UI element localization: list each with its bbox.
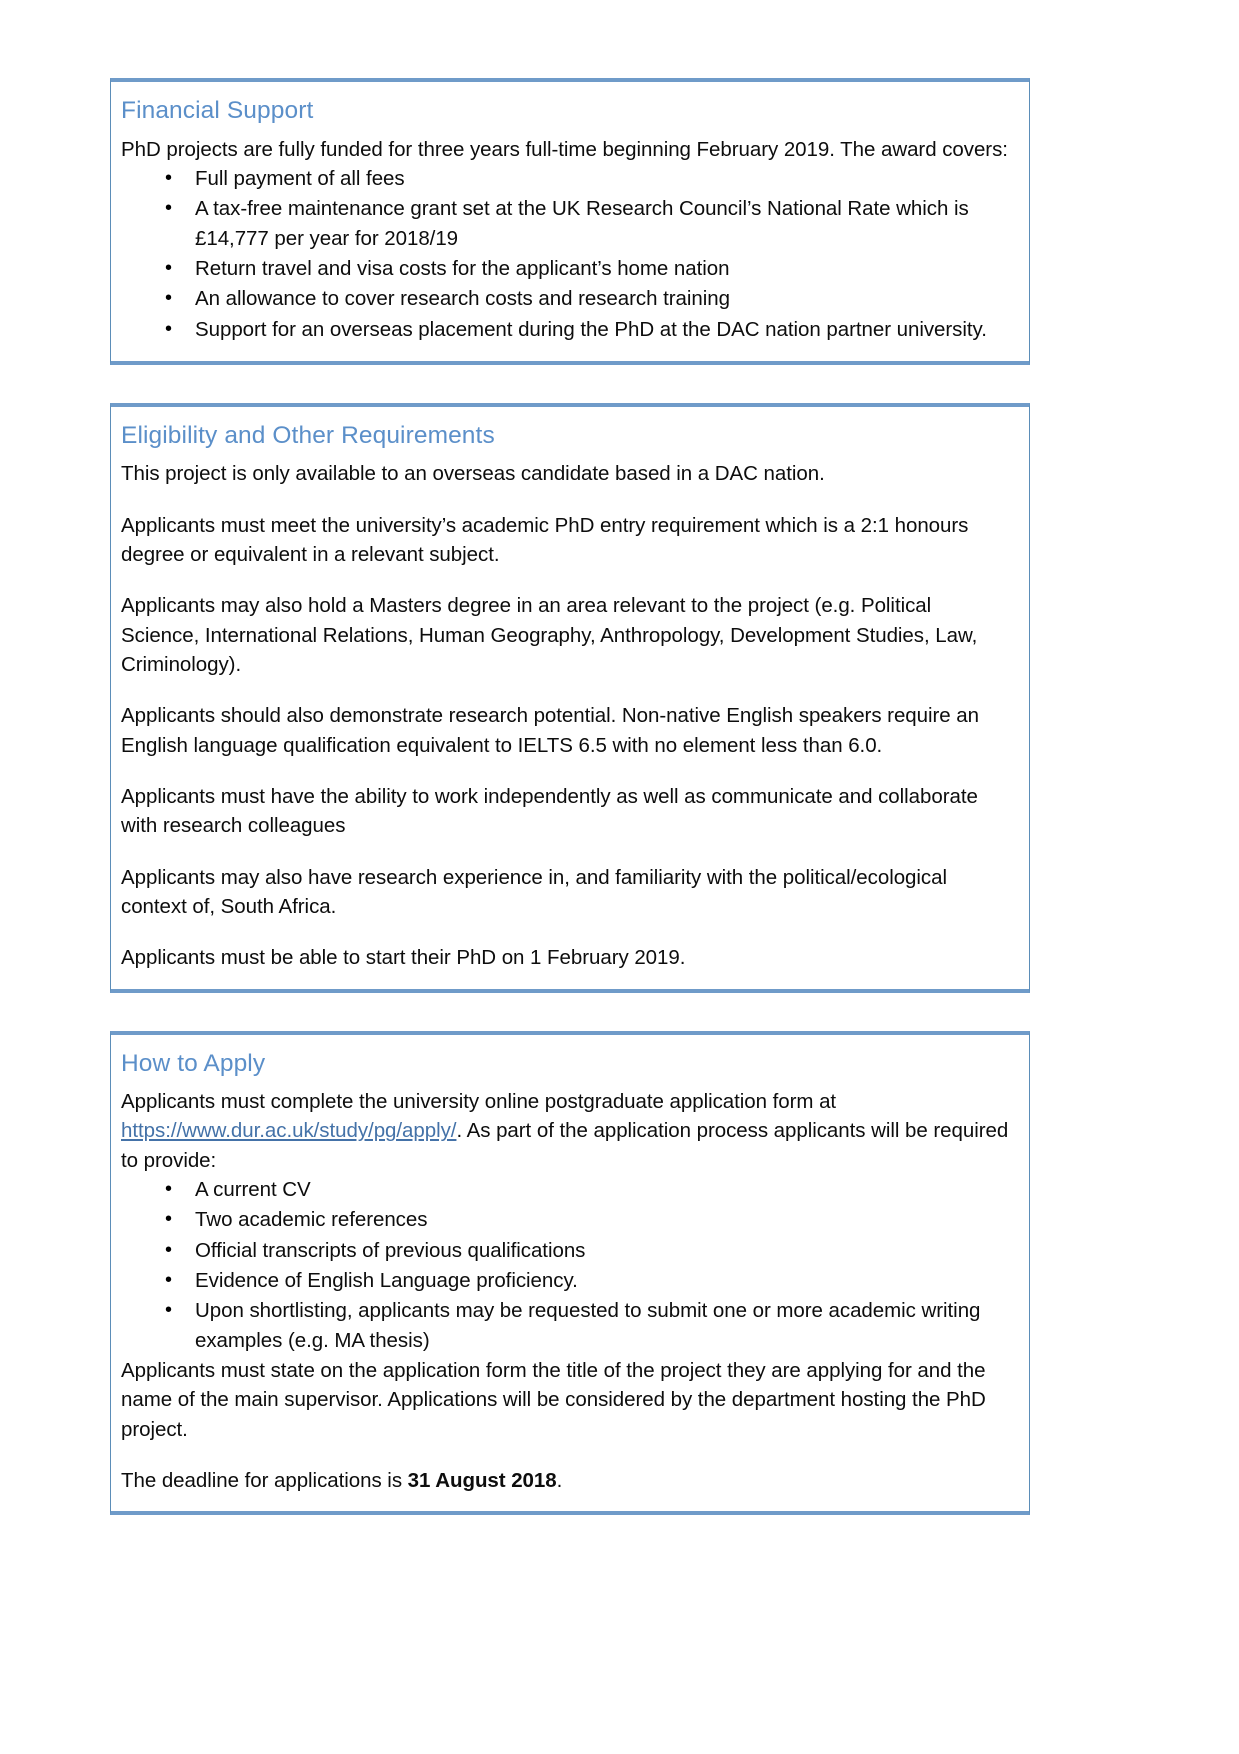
list-item (121, 315, 1011, 344)
financial-support-intro: PhD projects are fully funded for three years full-time beginning February 2019. The award covers: (121, 137, 1008, 161)
bullet-point-icon: • (165, 1238, 172, 1261)
bullet-point-icon: • (165, 317, 172, 340)
how-to-apply-closing-paragraph: Applicants must state on the application form the title of the project they are applying for and the name of the main supervisor. Applications will be considered by the department hosting the PhD project. (121, 1358, 986, 1441)
bullet-point-icon: • (165, 1178, 172, 1201)
deadline-date: 31 August 2018 (407, 1468, 557, 1492)
bullet-point-icon: • (165, 166, 172, 189)
deadline-prefix-label: The deadline for applications is (121, 1468, 408, 1492)
bullet-point-icon: • (165, 1299, 172, 1322)
list-item-label: Support for an overseas placement during the PhD at the DAC nation partner university. (195, 317, 987, 341)
eligibility-paragraph-7: Applicants must be able to start their PhD on 1 February 2019. (121, 946, 686, 970)
eligibility-paragraph-6: Applicants may also have research experience in, and familiarity with the political/ecological context of, South Africa. (121, 865, 947, 918)
section-heading-eligibility: Eligibility and Other Requirements (121, 421, 495, 449)
section-financial-support (110, 78, 1030, 365)
list-item (121, 1236, 1011, 1265)
application-form-link[interactable]: https://www.dur.ac.uk/study/pg/apply/ (121, 1119, 457, 1143)
application-deadline-paragraph (121, 1466, 1011, 1495)
list-item (121, 254, 1011, 283)
list-item-label: A tax-free maintenance grant set at the UK Research Council’s National Rate which is £14,777 per year for 2018/19 (195, 197, 969, 250)
section-heading-how-to-apply: How to Apply (121, 1049, 266, 1077)
list-item (121, 194, 1011, 253)
bullet-point-icon: • (165, 1208, 172, 1231)
section-eligibility-requirements (110, 403, 1030, 993)
list-item-label: Two academic references (195, 1208, 428, 1232)
list-item-label: Upon shortlisting, applicants may be requested to submit one or more academic writing examples (e.g. MA thesis) (195, 1299, 981, 1352)
eligibility-paragraph-2: Applicants must meet the university’s academic PhD entry requirement which is a 2:1 honours degree or equivalent in a relevant subject. (121, 513, 969, 567)
eligibility-paragraph-5: Applicants must have the ability to work independently as well as communicate and collaborate with research colleagues (121, 784, 978, 838)
list-item-label: Evidence of English Language proficiency. (195, 1269, 578, 1292)
section-gap (110, 365, 1030, 403)
bullet-point-icon: • (165, 256, 172, 279)
list-item (121, 164, 1011, 193)
bullet-point-icon: • (165, 1269, 172, 1291)
list-item-label: A current CV (195, 1178, 311, 1202)
list-item (121, 1266, 1011, 1295)
list-item-label: Return travel and visa costs for the applicant’s home nation (195, 256, 730, 280)
how-to-apply-intro (121, 1087, 1011, 1175)
eligibility-paragraph-3: Applicants may also hold a Masters degree in an area relevant to the project (e.g. Political Science, International Relations, Human Geography, Anthropology, Development Studies, Law, Criminology). (121, 594, 978, 676)
section-how-to-apply (110, 1031, 1030, 1516)
list-item-label: Full payment of all fees (195, 166, 405, 190)
section-gap (110, 993, 1030, 1031)
deadline-suffix-label: . (556, 1468, 563, 1492)
list-item (121, 1175, 1011, 1204)
how-to-apply-intro-after-link: . As part of the application process applicants will be required to provide: (121, 1119, 1009, 1172)
financial-support-bullet-list (121, 164, 1011, 344)
list-item-label: Official transcripts of previous qualifications (195, 1238, 586, 1262)
section-heading-financial-support: Financial Support (121, 97, 314, 124)
list-item-label: An allowance to cover research costs and research training (195, 287, 730, 311)
document-content (110, 78, 1030, 1515)
how-to-apply-intro-before-link: Applicants must complete the university online postgraduate application form at (121, 1090, 837, 1114)
bullet-point-icon: • (165, 287, 172, 310)
list-item (121, 1296, 1011, 1355)
bullet-point-icon: • (165, 197, 172, 220)
eligibility-paragraph-4: Applicants should also demonstrate research potential. Non-native English speakers require an English language qualification equivalent to IELTS 6.5 with no element less than 6.0. (121, 704, 979, 757)
how-to-apply-bullet-list (121, 1175, 1011, 1355)
list-item (121, 284, 1011, 313)
list-item (121, 1205, 1011, 1234)
eligibility-paragraph-1: This project is only available to an overseas candidate based in a DAC nation. (121, 462, 825, 486)
